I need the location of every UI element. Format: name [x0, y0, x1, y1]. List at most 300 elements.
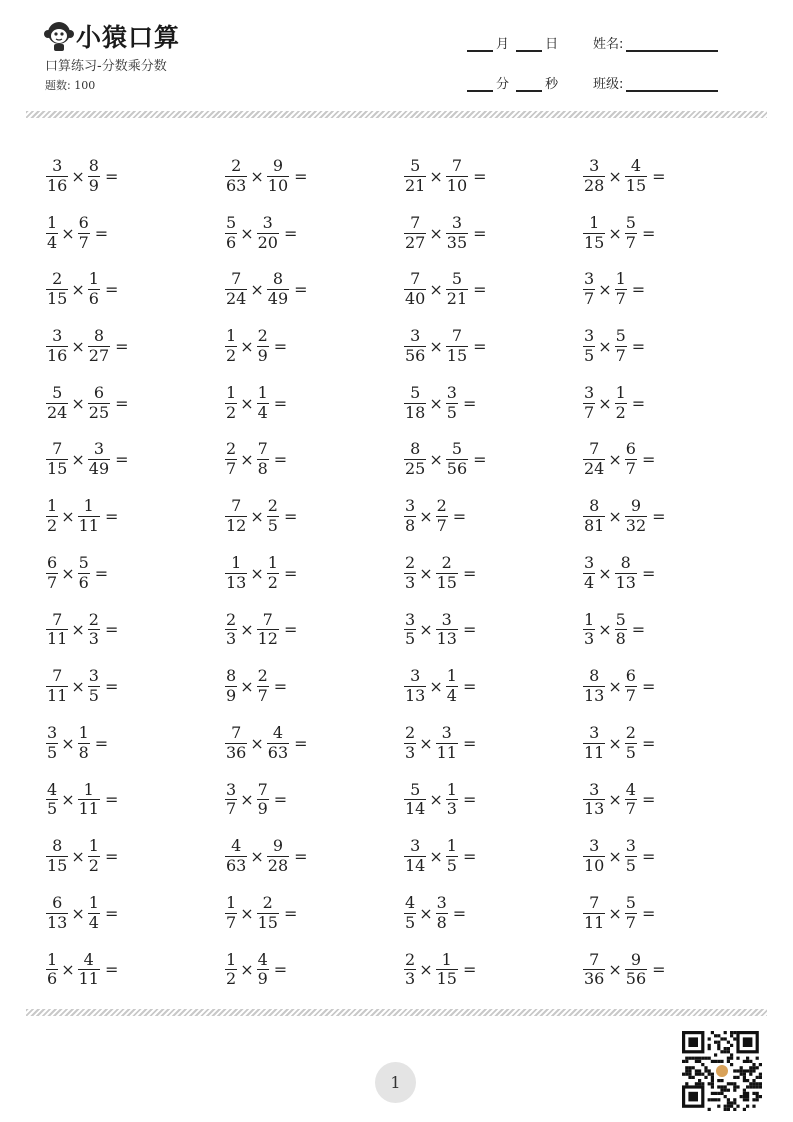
- numerator: 7: [52, 666, 63, 686]
- fraction-left: [46, 441, 68, 478]
- equals-sign: =: [94, 733, 109, 753]
- minute-blank[interactable]: [467, 90, 493, 92]
- fraction-right: [88, 271, 100, 308]
- numerator: 3: [589, 722, 600, 742]
- multiply-sign: ×: [71, 336, 85, 356]
- denominator: 36: [226, 742, 247, 762]
- denominator: 3: [405, 572, 416, 592]
- denominator: 13: [584, 799, 605, 819]
- fraction-left: [404, 328, 426, 365]
- equals-sign: =: [104, 847, 119, 867]
- denominator: 5: [88, 686, 99, 706]
- numerator: 8: [88, 156, 99, 176]
- numerator: 1: [88, 269, 99, 289]
- denominator: 7: [625, 232, 636, 252]
- multiply-sign: ×: [61, 790, 75, 810]
- equals-sign: =: [115, 336, 129, 356]
- equals-sign: =: [641, 677, 656, 697]
- denominator: 7: [584, 402, 595, 422]
- denominator: 5: [446, 856, 457, 876]
- denominator: 3: [584, 629, 595, 649]
- numerator: 1: [226, 326, 237, 346]
- multiply-sign: ×: [419, 563, 433, 583]
- numerator: 7: [257, 779, 268, 799]
- fraction-left: [583, 722, 605, 762]
- equals-sign: =: [641, 733, 656, 753]
- problem-item: [46, 375, 225, 432]
- equals-sign: =: [115, 393, 129, 413]
- fraction-left: [225, 212, 237, 252]
- class-field: [593, 73, 721, 92]
- multiply-sign: ×: [608, 166, 622, 186]
- denominator: 11: [78, 969, 99, 989]
- numerator: 5: [410, 779, 421, 799]
- numerator: 2: [405, 722, 416, 742]
- equals-sign: =: [273, 336, 288, 356]
- equals-sign: =: [462, 563, 477, 583]
- problem-item: [583, 942, 762, 999]
- time-field: [464, 73, 558, 92]
- fraction-left: [46, 271, 68, 308]
- multiply-sign: ×: [429, 790, 443, 810]
- equals-sign: =: [631, 280, 646, 300]
- problem-item: [404, 488, 583, 545]
- numerator: 1: [441, 949, 452, 969]
- multiply-sign: ×: [240, 677, 254, 697]
- equals-sign: =: [283, 223, 298, 243]
- worksheet-header: [0, 0, 793, 112]
- denominator: 63: [226, 175, 247, 195]
- numerator: 3: [589, 156, 600, 176]
- numerator: 3: [584, 552, 595, 572]
- fraction-right: [446, 212, 468, 252]
- numerator: 3: [405, 609, 416, 629]
- name-field: [593, 33, 721, 52]
- equals-sign: =: [104, 903, 119, 923]
- denominator: 5: [47, 799, 58, 819]
- numerator: 1: [88, 836, 99, 856]
- equals-sign: =: [473, 336, 487, 356]
- fraction-right: [625, 498, 647, 535]
- equals-sign: =: [641, 790, 656, 810]
- problem-item: [225, 602, 404, 659]
- equals-sign: =: [273, 393, 288, 413]
- numerator: 8: [93, 326, 105, 346]
- bottom-divider: [26, 1009, 767, 1016]
- equals-sign: =: [273, 450, 288, 470]
- numerator: 7: [589, 439, 600, 459]
- numerator: 2: [441, 552, 452, 572]
- multiply-sign: ×: [598, 280, 612, 300]
- problem-item: [46, 318, 225, 375]
- numerator: 9: [630, 496, 642, 516]
- fraction-right: [436, 609, 458, 649]
- equals-sign: =: [104, 677, 119, 697]
- multiply-sign: ×: [598, 393, 612, 413]
- numerator: 2: [267, 496, 278, 516]
- equals-sign: =: [641, 563, 656, 583]
- numerator: 1: [47, 212, 58, 232]
- fraction-left: [46, 949, 58, 989]
- numerator: 2: [231, 156, 242, 176]
- fraction-left: [404, 382, 426, 422]
- problem-item: [583, 828, 762, 885]
- equals-sign: =: [652, 166, 666, 186]
- numerator: 1: [231, 552, 242, 572]
- denominator: 11: [584, 912, 605, 932]
- equals-sign: =: [462, 620, 477, 640]
- denominator: 5: [584, 345, 595, 365]
- multiply-sign: ×: [429, 393, 443, 413]
- equals-sign: =: [273, 677, 288, 697]
- denominator: 6: [88, 289, 99, 309]
- problem-item: [225, 942, 404, 999]
- problem-item: [404, 828, 583, 885]
- denominator: 20: [257, 232, 278, 252]
- problem-item: [46, 602, 225, 659]
- denominator: 7: [615, 289, 626, 309]
- denominator: 8: [615, 629, 626, 649]
- monkey-mascot-icon: [44, 20, 74, 52]
- fraction-left: [225, 498, 247, 535]
- numerator: 3: [584, 269, 595, 289]
- problem-grid: [46, 148, 766, 998]
- multiply-sign: ×: [608, 733, 622, 753]
- denominator: 11: [47, 629, 68, 649]
- name-blank[interactable]: [626, 50, 718, 52]
- denominator: 7: [47, 572, 58, 592]
- denominator: 13: [405, 686, 426, 706]
- fraction-right: [615, 328, 627, 365]
- problem-item: [225, 148, 404, 205]
- numerator: 1: [47, 496, 58, 516]
- denominator: 9: [257, 799, 268, 819]
- numerator: 7: [589, 892, 600, 912]
- denominator: 7: [257, 686, 268, 706]
- denominator: 24: [47, 402, 68, 422]
- equals-sign: =: [462, 393, 477, 413]
- fraction-right: [88, 892, 100, 932]
- denominator: 5: [405, 629, 416, 649]
- second-label: 秒: [545, 77, 559, 92]
- fraction-right: [88, 382, 110, 422]
- denominator: 3: [446, 799, 457, 819]
- equals-sign: =: [283, 563, 298, 583]
- fraction-left: [583, 668, 605, 705]
- class-blank[interactable]: [626, 90, 718, 92]
- denominator: 11: [78, 515, 99, 535]
- numerator: 9: [630, 949, 642, 969]
- multiply-sign: ×: [71, 450, 85, 470]
- equals-sign: =: [652, 960, 666, 980]
- fraction-left: [46, 552, 58, 592]
- fraction-right: [625, 158, 647, 195]
- problem-item: [225, 488, 404, 545]
- denominator: 10: [584, 856, 605, 876]
- numerator: 4: [625, 779, 636, 799]
- equals-sign: =: [104, 280, 119, 300]
- fraction-left: [583, 441, 605, 478]
- denominator: 21: [405, 175, 426, 195]
- multiply-sign: ×: [61, 960, 75, 980]
- fraction-right: [257, 382, 269, 422]
- numerator: 7: [589, 949, 600, 969]
- multiply-sign: ×: [608, 847, 622, 867]
- fraction-right: [625, 779, 637, 819]
- fraction-right: [88, 609, 100, 649]
- equals-sign: =: [104, 790, 119, 810]
- denominator: 15: [584, 232, 605, 252]
- denominator: 16: [47, 175, 68, 195]
- numerator: 1: [226, 949, 237, 969]
- fraction-left: [583, 158, 605, 195]
- fraction-left: [404, 838, 426, 875]
- numerator: 7: [410, 269, 421, 289]
- denominator: 5: [405, 912, 416, 932]
- numerator: 3: [88, 666, 99, 686]
- problem-item: [583, 545, 762, 602]
- fraction-left: [583, 382, 595, 422]
- denominator: 13: [584, 686, 605, 706]
- fraction-right: [78, 498, 100, 535]
- denominator: 56: [625, 969, 647, 989]
- numerator: 6: [93, 382, 105, 402]
- numerator: 5: [615, 326, 626, 346]
- numerator: 4: [47, 779, 58, 799]
- denominator: 28: [267, 856, 289, 876]
- problem-item: [583, 772, 762, 829]
- numerator: 7: [262, 609, 273, 629]
- equals-sign: =: [641, 903, 656, 923]
- denominator: 10: [446, 175, 468, 195]
- denominator: 6: [47, 969, 58, 989]
- denominator: 7: [436, 515, 447, 535]
- denominator: 4: [446, 686, 457, 706]
- numerator: 8: [620, 552, 631, 572]
- equals-sign: =: [462, 790, 477, 810]
- numerator: 5: [226, 212, 237, 232]
- fraction-left: [583, 498, 605, 535]
- denominator: 15: [625, 175, 647, 195]
- denominator: 2: [267, 572, 278, 592]
- equals-sign: =: [294, 847, 308, 867]
- multiply-sign: ×: [71, 847, 85, 867]
- numerator: 1: [589, 212, 600, 232]
- fraction-left: [225, 328, 237, 365]
- equals-sign: =: [283, 506, 298, 526]
- denominator: 9: [257, 345, 268, 365]
- fraction-left: [583, 609, 595, 649]
- numerator: 7: [410, 212, 421, 232]
- fraction-left: [583, 949, 605, 989]
- problem-item: [404, 715, 583, 772]
- numerator: 3: [584, 326, 595, 346]
- problem-item: [404, 375, 583, 432]
- fraction-right: [257, 212, 279, 252]
- numerator: 8: [226, 666, 237, 686]
- denominator: 15: [436, 572, 457, 592]
- numerator: 1: [78, 722, 89, 742]
- numerator: 5: [615, 609, 626, 629]
- equals-sign: =: [104, 506, 119, 526]
- equals-sign: =: [462, 847, 477, 867]
- denominator: 4: [584, 572, 595, 592]
- multiply-sign: ×: [608, 960, 622, 980]
- problem-item: [46, 942, 225, 999]
- denominator: 27: [88, 345, 110, 365]
- denominator: 63: [267, 742, 289, 762]
- numerator: 4: [272, 722, 284, 742]
- multiply-sign: ×: [429, 336, 443, 356]
- numerator: 8: [272, 269, 284, 289]
- numerator: 3: [226, 779, 237, 799]
- multiply-sign: ×: [71, 677, 85, 697]
- multiply-sign: ×: [419, 960, 433, 980]
- problem-item: [225, 205, 404, 262]
- problem-item: [583, 375, 762, 432]
- date-field: [464, 33, 558, 52]
- denominator: 5: [267, 515, 278, 535]
- equals-sign: =: [104, 620, 119, 640]
- denominator: 16: [47, 345, 68, 365]
- denominator: 3: [226, 629, 237, 649]
- multiply-sign: ×: [608, 677, 622, 697]
- problem-item: [46, 205, 225, 262]
- second-blank[interactable]: [516, 90, 542, 92]
- equals-sign: =: [94, 223, 109, 243]
- numerator: 5: [410, 382, 421, 402]
- equals-sign: =: [104, 960, 119, 980]
- fraction-right: [267, 271, 289, 308]
- fraction-left: [225, 609, 237, 649]
- multiply-sign: ×: [250, 506, 264, 526]
- denominator: 2: [226, 345, 237, 365]
- denominator: 3: [405, 742, 416, 762]
- numerator: 3: [446, 382, 457, 402]
- fraction-left: [46, 212, 58, 252]
- numerator: 2: [52, 269, 63, 289]
- equals-sign: =: [294, 280, 308, 300]
- multiply-sign: ×: [598, 620, 612, 640]
- multiply-sign: ×: [608, 223, 622, 243]
- fraction-right: [446, 328, 468, 365]
- multiply-sign: ×: [240, 223, 254, 243]
- multiply-sign: ×: [419, 620, 433, 640]
- fraction-right: [78, 949, 100, 989]
- multiply-sign: ×: [598, 336, 612, 356]
- denominator: 25: [405, 459, 426, 479]
- denominator: 7: [584, 289, 595, 309]
- denominator: 56: [405, 345, 426, 365]
- problem-item: [46, 772, 225, 829]
- denominator: 7: [625, 912, 636, 932]
- denominator: 2: [226, 402, 237, 422]
- problem-count-value: 100: [74, 79, 96, 92]
- fraction-right: [78, 552, 90, 592]
- numerator: 1: [83, 496, 94, 516]
- numerator: 7: [52, 439, 63, 459]
- denominator: 5: [446, 402, 457, 422]
- denominator: 7: [226, 799, 237, 819]
- equals-sign: =: [452, 903, 467, 923]
- equals-sign: =: [294, 733, 308, 753]
- numerator: 3: [93, 439, 105, 459]
- fraction-left: [46, 498, 58, 535]
- fraction-right: [615, 382, 627, 422]
- problem-count: [45, 77, 95, 93]
- numerator: 2: [226, 609, 237, 629]
- problem-item: [404, 885, 583, 942]
- denominator: 13: [226, 572, 247, 592]
- denominator: 4: [47, 232, 58, 252]
- fraction-left: [404, 552, 416, 592]
- problem-item: [404, 261, 583, 318]
- fraction-right: [625, 838, 637, 875]
- fraction-left: [583, 892, 605, 932]
- numerator: 1: [83, 779, 94, 799]
- problem-item: [583, 205, 762, 262]
- fraction-left: [46, 382, 68, 422]
- numerator: 3: [589, 779, 600, 799]
- fraction-right: [267, 552, 279, 592]
- equals-sign: =: [641, 847, 656, 867]
- multiply-sign: ×: [608, 506, 622, 526]
- fraction-left: [583, 271, 595, 308]
- brand-name: 小猿口算: [76, 23, 181, 52]
- equals-sign: =: [294, 166, 308, 186]
- denominator: 11: [47, 686, 68, 706]
- multiply-sign: ×: [608, 450, 622, 470]
- multiply-sign: ×: [240, 450, 254, 470]
- equals-sign: =: [631, 393, 646, 413]
- month-blank[interactable]: [467, 50, 493, 52]
- numerator: 6: [78, 212, 89, 232]
- fraction-left: [225, 722, 247, 762]
- fraction-right: [88, 158, 100, 195]
- numerator: 8: [52, 836, 63, 856]
- denominator: 21: [446, 289, 468, 309]
- day-blank[interactable]: [516, 50, 542, 52]
- denominator: 25: [88, 402, 110, 422]
- fraction-left: [404, 271, 426, 308]
- numerator: 4: [630, 156, 642, 176]
- qr-code-icon: [682, 1031, 762, 1111]
- denominator: 6: [226, 232, 237, 252]
- fraction-left: [404, 892, 416, 932]
- numerator: 3: [405, 496, 416, 516]
- denominator: 12: [226, 515, 247, 535]
- denominator: 56: [446, 459, 468, 479]
- numerator: 6: [47, 552, 58, 572]
- fraction-right: [257, 668, 269, 705]
- denominator: 10: [267, 175, 289, 195]
- fraction-right: [615, 552, 637, 592]
- numerator: 1: [615, 269, 626, 289]
- multiply-sign: ×: [429, 847, 443, 867]
- numerator: 3: [441, 609, 452, 629]
- denominator: 24: [226, 289, 247, 309]
- fraction-left: [46, 609, 68, 649]
- fraction-left: [583, 838, 605, 875]
- fraction-left: [225, 949, 237, 989]
- day-label: 日: [545, 37, 559, 52]
- denominator: 7: [78, 232, 89, 252]
- numerator: 3: [410, 836, 421, 856]
- equals-sign: =: [283, 620, 298, 640]
- problem-item: [225, 715, 404, 772]
- denominator: 28: [584, 175, 605, 195]
- fraction-right: [446, 441, 468, 478]
